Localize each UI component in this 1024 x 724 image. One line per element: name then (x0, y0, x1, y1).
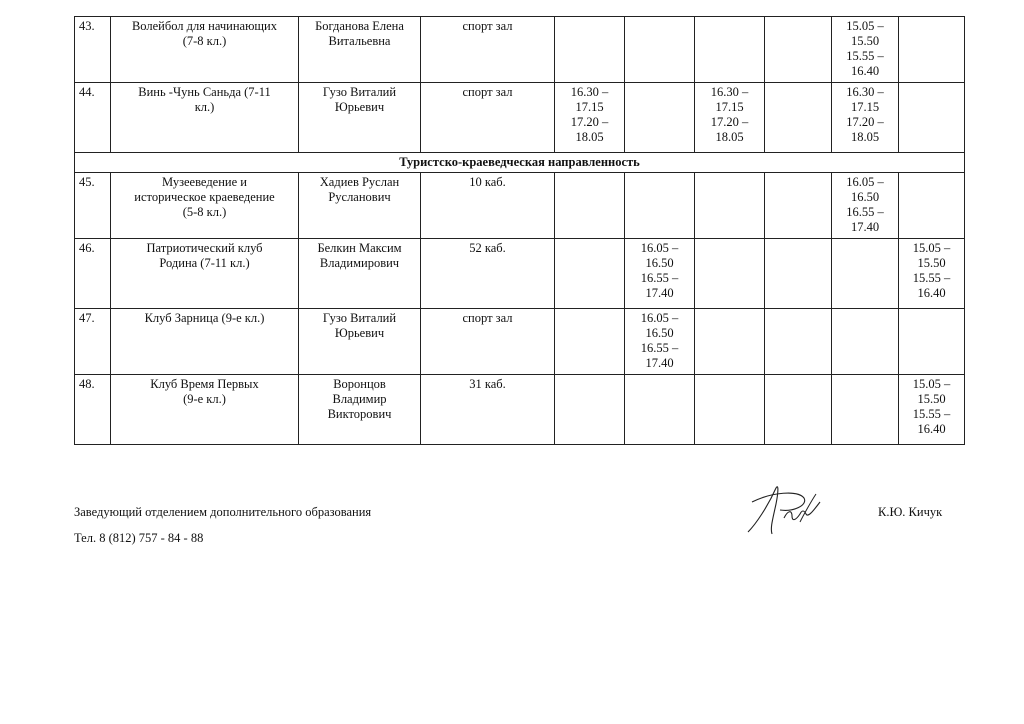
activity-name (111, 375, 299, 445)
time-slot-cell (555, 83, 625, 153)
footer-position: Заведующий отделением дополнительного образования (74, 505, 372, 519)
activity-name-line: Винь -Чунь Саньда (7-11 (138, 85, 271, 99)
time-slot-line: 15.55 – (912, 271, 951, 285)
teacher-name-line: Викторович (327, 407, 392, 421)
room-cell: 31 каб. (421, 375, 555, 445)
time-slot-cell (765, 17, 832, 83)
table-body-top (75, 17, 965, 153)
time-slot-line: 15.55 – (912, 407, 951, 421)
time-slot-line: 15.50 (917, 256, 946, 270)
time-slot-line: 16.55 – (846, 205, 884, 219)
time-slot-cell (695, 173, 765, 239)
room-cell: спорт зал (421, 83, 555, 153)
room-cell: 10 каб. (421, 173, 555, 239)
activity-name-line: Патриотический клуб (146, 241, 263, 255)
table-row (75, 309, 965, 375)
section-header-group (75, 153, 965, 173)
time-slot-line: 18.05 (575, 130, 604, 144)
row-number: 45. (75, 173, 111, 239)
time-slot-line: 16.55 – (640, 271, 679, 285)
time-slot-cell (695, 309, 765, 375)
time-slot-cell (555, 309, 625, 375)
teacher-name (299, 239, 421, 309)
time-slot-line: 17.15 (715, 100, 744, 114)
time-slot-line: 17.40 (645, 286, 674, 300)
time-slot-line: 16.30 – (710, 85, 749, 99)
time-slot-cell (899, 309, 965, 375)
time-slot-cell (899, 173, 965, 239)
activity-name-line: Родина (7-11 кл.) (159, 256, 250, 270)
time-slot-cell (695, 239, 765, 309)
time-slot-cell (765, 173, 832, 239)
teacher-name (299, 17, 421, 83)
time-slot-cell (899, 239, 965, 309)
time-slot-cell (832, 239, 899, 309)
activity-name-line: Клуб Зарница (9-е кл.) (144, 311, 265, 325)
time-slot-cell (625, 309, 695, 375)
time-slot-line: 17.20 – (846, 115, 884, 129)
activity-name (111, 83, 299, 153)
activity-name-line: кл.) (194, 100, 215, 114)
time-slot-cell (625, 173, 695, 239)
teacher-name-line: Русланович (328, 190, 391, 204)
activity-name-line: Музееведение и (162, 175, 247, 189)
time-slot-line: 16.40 (917, 422, 946, 436)
row-number: 46. (75, 239, 111, 309)
time-slot-line: 17.40 (850, 220, 880, 234)
time-slot-line: 16.30 – (846, 85, 884, 99)
time-slot-cell (832, 173, 899, 239)
room-cell: спорт зал (421, 17, 555, 83)
teacher-name-line: Владимирович (319, 256, 400, 270)
section-title: Туристско-краеведческая направленность (75, 153, 965, 173)
teacher-name-line: Гузо Виталий (322, 85, 397, 99)
time-slot-cell (765, 309, 832, 375)
time-slot-cell (625, 375, 695, 445)
time-slot-line: 15.50 (917, 392, 946, 406)
activity-name-line: историческое краеведение (134, 190, 275, 204)
teacher-name (299, 309, 421, 375)
footer-signatory: К.Ю. Кичук (878, 505, 943, 519)
time-slot-cell (625, 17, 695, 83)
teacher-name-line: Хадиев Руслан (319, 175, 400, 189)
teacher-name-line: Юрьевич (334, 326, 385, 340)
table-row (75, 173, 965, 239)
table-row (75, 239, 965, 309)
time-slot-line: 15.05 – (912, 241, 951, 255)
activity-name (111, 17, 299, 83)
time-slot-cell (832, 83, 899, 153)
time-slot-cell (899, 17, 965, 83)
time-slot-line: 16.05 – (640, 311, 679, 325)
time-slot-line: 18.05 (715, 130, 744, 144)
activity-name-line: Клуб Время Первых (150, 377, 259, 391)
table-row (75, 83, 965, 153)
time-slot-line: 17.15 (850, 100, 880, 114)
time-slot-cell (765, 375, 832, 445)
time-slot-line: 17.15 (575, 100, 604, 114)
teacher-name-line: Гузо Виталий (322, 311, 397, 325)
time-slot-line: 15.55 – (846, 49, 884, 63)
teacher-name-line: Белкин Максим (317, 241, 402, 255)
activity-name-line: (5-8 кл.) (182, 205, 227, 219)
teacher-name (299, 173, 421, 239)
time-slot-line: 16.05 – (846, 175, 884, 189)
time-slot-cell (832, 17, 899, 83)
time-slot-cell (695, 375, 765, 445)
table-row (75, 17, 965, 83)
time-slot-cell (625, 83, 695, 153)
time-slot-cell (625, 239, 695, 309)
table-row (75, 375, 965, 445)
row-number: 43. (75, 17, 111, 83)
teacher-name (299, 375, 421, 445)
time-slot-line: 16.50 (645, 326, 674, 340)
teacher-name-line: Богданова Елена (315, 19, 404, 33)
room-cell: спорт зал (421, 309, 555, 375)
teacher-name-line: Витальевна (328, 34, 391, 48)
time-slot-cell (765, 239, 832, 309)
time-slot-cell (832, 375, 899, 445)
time-slot-cell (695, 83, 765, 153)
table-body-bottom (75, 173, 965, 445)
teacher-name-line: Владимир (332, 392, 387, 406)
teacher-name-line: Юрьевич (334, 100, 385, 114)
time-slot-line: 16.50 (645, 256, 674, 270)
activity-name (111, 309, 299, 375)
row-number: 48. (75, 375, 111, 445)
activity-name-line: (7-8 кл.) (182, 34, 227, 48)
teacher-name-line: Воронцов (333, 377, 386, 391)
time-slot-cell (899, 83, 965, 153)
activity-name (111, 239, 299, 309)
time-slot-line: 17.20 – (570, 115, 609, 129)
row-number: 44. (75, 83, 111, 153)
time-slot-line: 15.50 (850, 34, 880, 48)
time-slot-line: 15.05 – (912, 377, 951, 391)
room-cell: 52 каб. (421, 239, 555, 309)
time-slot-line: 16.50 (850, 190, 880, 204)
time-slot-cell (555, 173, 625, 239)
schedule-table (74, 16, 965, 445)
time-slot-cell (555, 239, 625, 309)
time-slot-line: 15.05 – (846, 19, 884, 33)
time-slot-line: 16.40 (850, 64, 880, 78)
time-slot-line: 16.30 – (570, 85, 609, 99)
time-slot-cell (555, 375, 625, 445)
signature-icon (742, 480, 834, 540)
time-slot-line: 18.05 (850, 130, 880, 144)
time-slot-line: 16.40 (917, 286, 946, 300)
row-number: 47. (75, 309, 111, 375)
activity-name (111, 173, 299, 239)
time-slot-cell (555, 17, 625, 83)
time-slot-line: 16.55 – (640, 341, 679, 355)
time-slot-line: 16.05 – (640, 241, 679, 255)
time-slot-cell (765, 83, 832, 153)
section-header-row (75, 153, 965, 173)
time-slot-cell (832, 309, 899, 375)
time-slot-cell (695, 17, 765, 83)
teacher-name (299, 83, 421, 153)
activity-name-line: Волейбол для начинающих (131, 19, 278, 33)
time-slot-line: 17.20 – (710, 115, 749, 129)
footer-phone: Тел. 8 (812) 757 - 84 - 88 (74, 531, 204, 545)
activity-name-line: (9-е кл.) (183, 392, 226, 406)
time-slot-line: 17.40 (645, 356, 674, 370)
time-slot-cell (899, 375, 965, 445)
